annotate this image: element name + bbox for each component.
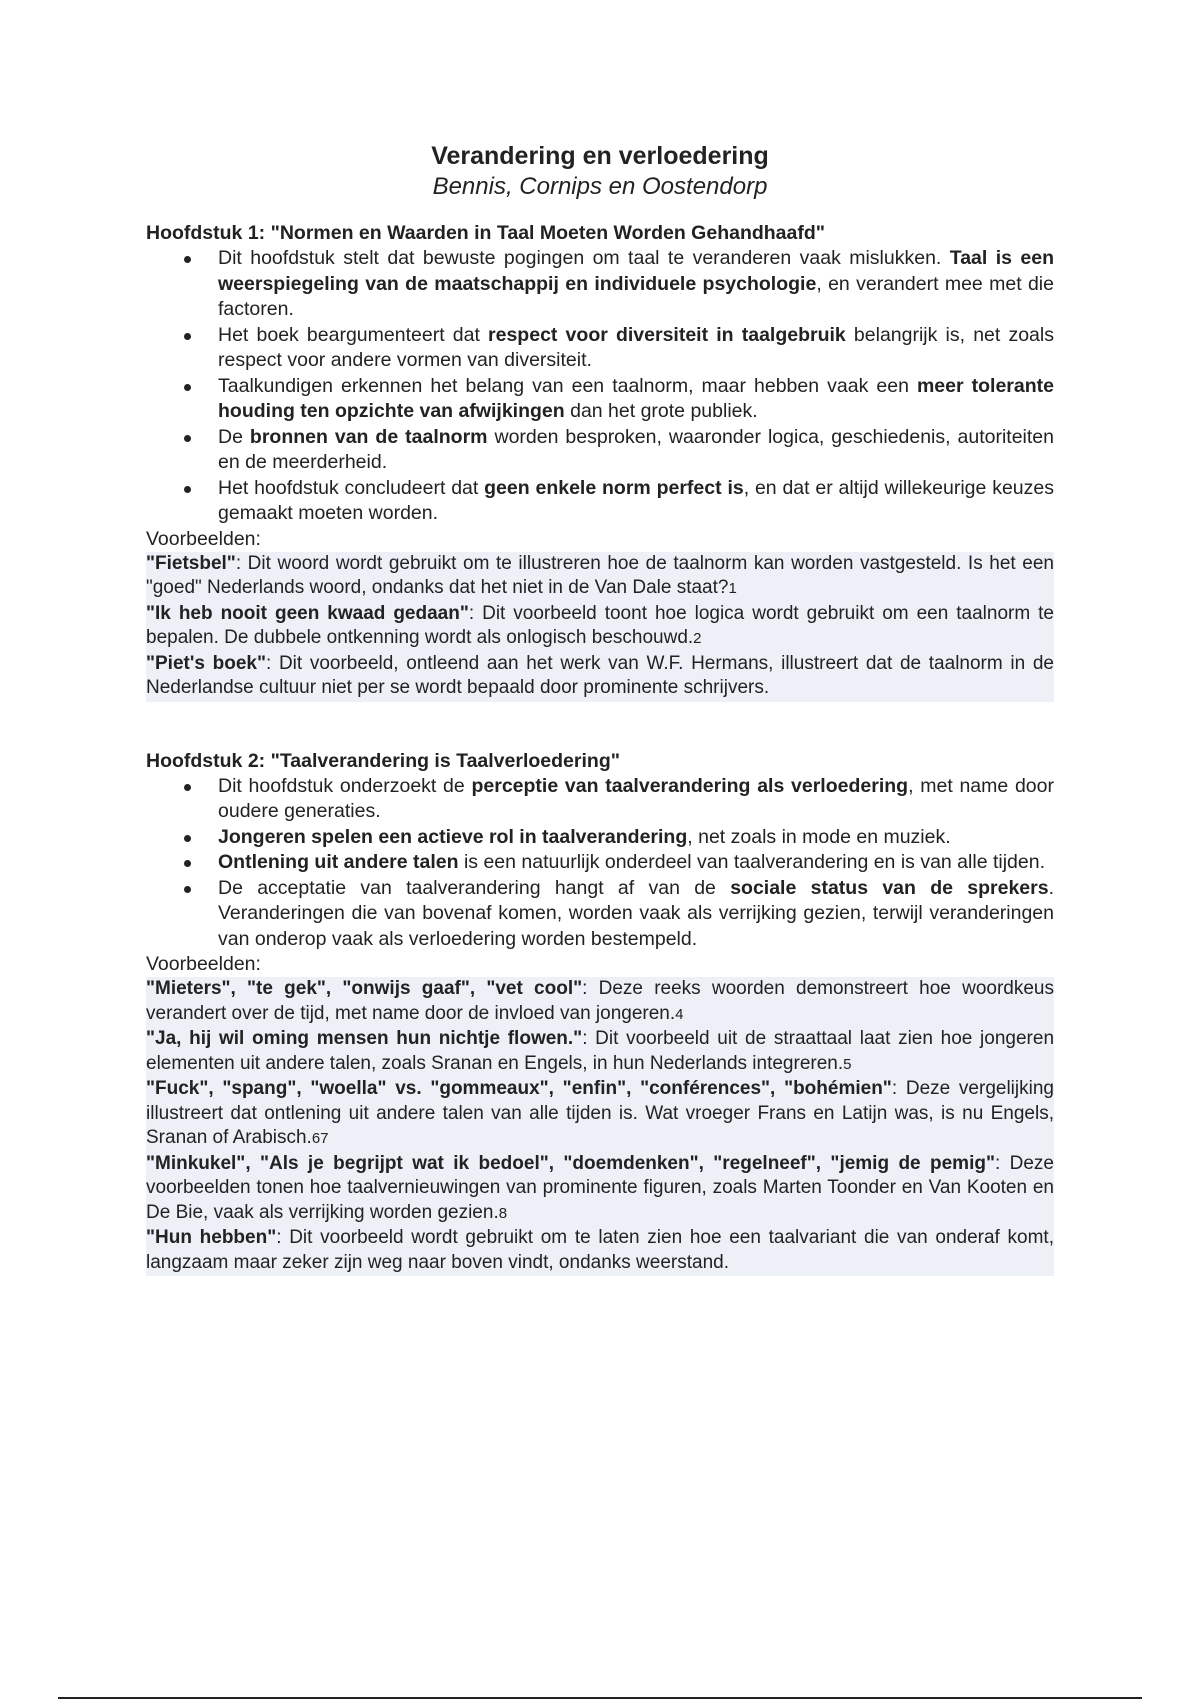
chapter-2-bullet: De acceptatie van taalverandering hangt af van de sociale status van de sprekers. Veranderingen die van bovenaf komen, worden vaak als verrijking gezien, terwijl veranderingen van onderop vaak als verloedering worden bestempeld. — [218, 876, 1054, 953]
chapter-2-example: "Ja, hij wil oming mensen hun nichtje flowen.": Dit voorbeeld uit de straattaal laat zien hoe jongeren elementen uit andere talen, zoals Sranan en Engels, in hun Nederlands integreren.5 — [146, 1027, 1054, 1077]
chapter-1-bullet: Taalkundigen erkennen het belang van een taalnorm, maar hebben vaak een meer tolerante houding ten opzichte van afwijkingen dan het grote publiek. — [218, 374, 1054, 425]
chapter-2-example: "Minkukel", "Als je begrijpt wat ik bedoel", "doemdenken", "regelneef", "jemig de pemig": Deze voorbeelden tonen hoe taalvernieuwingen van prominente figuren, zoals Marten Toonder en Van Kooten en De Bie, vaak als verrijking worden gezien.8 — [146, 1152, 1054, 1227]
page-bottom-rule — [58, 1697, 1142, 1699]
chapter-1-bullet-list — [146, 246, 1054, 527]
chapter-1-example: "Ik heb nooit geen kwaad gedaan": Dit voorbeeld toont hoe logica wordt gebruikt om een taalnorm te bepalen. De dubbele ontkenning wordt als onlogisch beschouwd.2 — [146, 602, 1054, 652]
chapter-2-bullet: Dit hoofdstuk onderzoekt de perceptie van taalverandering als verloedering, met name door oudere generaties. — [218, 774, 1054, 825]
chapter-2-example: "Hun hebben": Dit voorbeeld wordt gebruikt om te laten zien hoe een taalvariant die van onderaf komt, langzaam maar zeker zijn weg naar boven vindt, ondanks weerstand. — [146, 1226, 1054, 1276]
chapter-1-bullet: Dit hoofdstuk stelt dat bewuste pogingen om taal te veranderen vaak mislukken. Taal is een weerspiegeling van de maatschappij en individuele psychologie, en verandert mee met die factoren. — [218, 246, 1054, 323]
chapter-2-example: "Mieters", "te gek", "onwijs gaaf", "vet cool": Deze reeks woorden demonstreert hoe woordkeus verandert over de tijd, met name door de invloed van jongeren.4 — [146, 977, 1054, 1027]
chapter-2-examples-label: Voorbeelden: — [146, 953, 261, 975]
chapter-2-heading: Hoofdstuk 2: "Taalverandering is Taalverloedering" — [146, 749, 620, 772]
chapter-1-example: "Fietsbel": Dit woord wordt gebruikt om te illustreren hoe de taalnorm kan worden vastgesteld. Is het een "goed" Nederlands woord, ondanks dat het niet in de Van Dale staat?1 — [146, 552, 1054, 602]
chapter-2-bullet: Ontlening uit andere talen is een natuurlijk onderdeel van taalverandering en is van alle tijden. — [218, 850, 1054, 876]
document-title: Verandering en verloedering — [431, 142, 769, 170]
chapter-2-example: "Fuck", "spang", "woella" vs. "gommeaux", "enfin", "conférences", "bohémien": Deze vergelijking illustreert dat ontlening uit andere talen van alle tijden is. Wat vroeger Frans en Latijn was, is nu Engels, Sranan of Arabisch.67 — [146, 1077, 1054, 1152]
chapter-1-heading: Hoofdstuk 1: "Normen en Waarden in Taal Moeten Worden Gehandhaafd" — [146, 222, 826, 244]
section-spacer — [146, 702, 1054, 748]
document-page — [146, 140, 1054, 1276]
title-block — [146, 140, 1054, 202]
chapter-2-bullet-list — [146, 774, 1054, 953]
chapter-2-bullet: Jongeren spelen een actieve rol in taalverandering, net zoals in mode en muziek. — [218, 825, 1054, 851]
chapter-1-bullet: Het hoofdstuk concludeert dat geen enkele norm perfect is, en dat er altijd willekeurige keuzes gemaakt moeten worden. — [218, 476, 1054, 527]
chapter-1-examples-label: Voorbeelden: — [146, 527, 261, 550]
chapter-1-example: "Piet's boek": Dit voorbeeld, ontleend aan het werk van W.F. Hermans, illustreert dat de taalnorm in de Nederlandse cultuur niet per se wordt bepaald door prominente schrijvers. — [146, 652, 1054, 702]
chapter-1-bullet: Het boek beargumenteert dat respect voor diversiteit in taalgebruik belangrijk is, net zoals respect voor andere vormen van diversiteit. — [218, 323, 1054, 374]
document-subtitle: Bennis, Cornips en Oostendorp — [432, 173, 768, 200]
chapter-1-bullet: De bronnen van de taalnorm worden besproken, waaronder logica, geschiedenis, autoriteiten en de meerderheid. — [218, 425, 1054, 476]
